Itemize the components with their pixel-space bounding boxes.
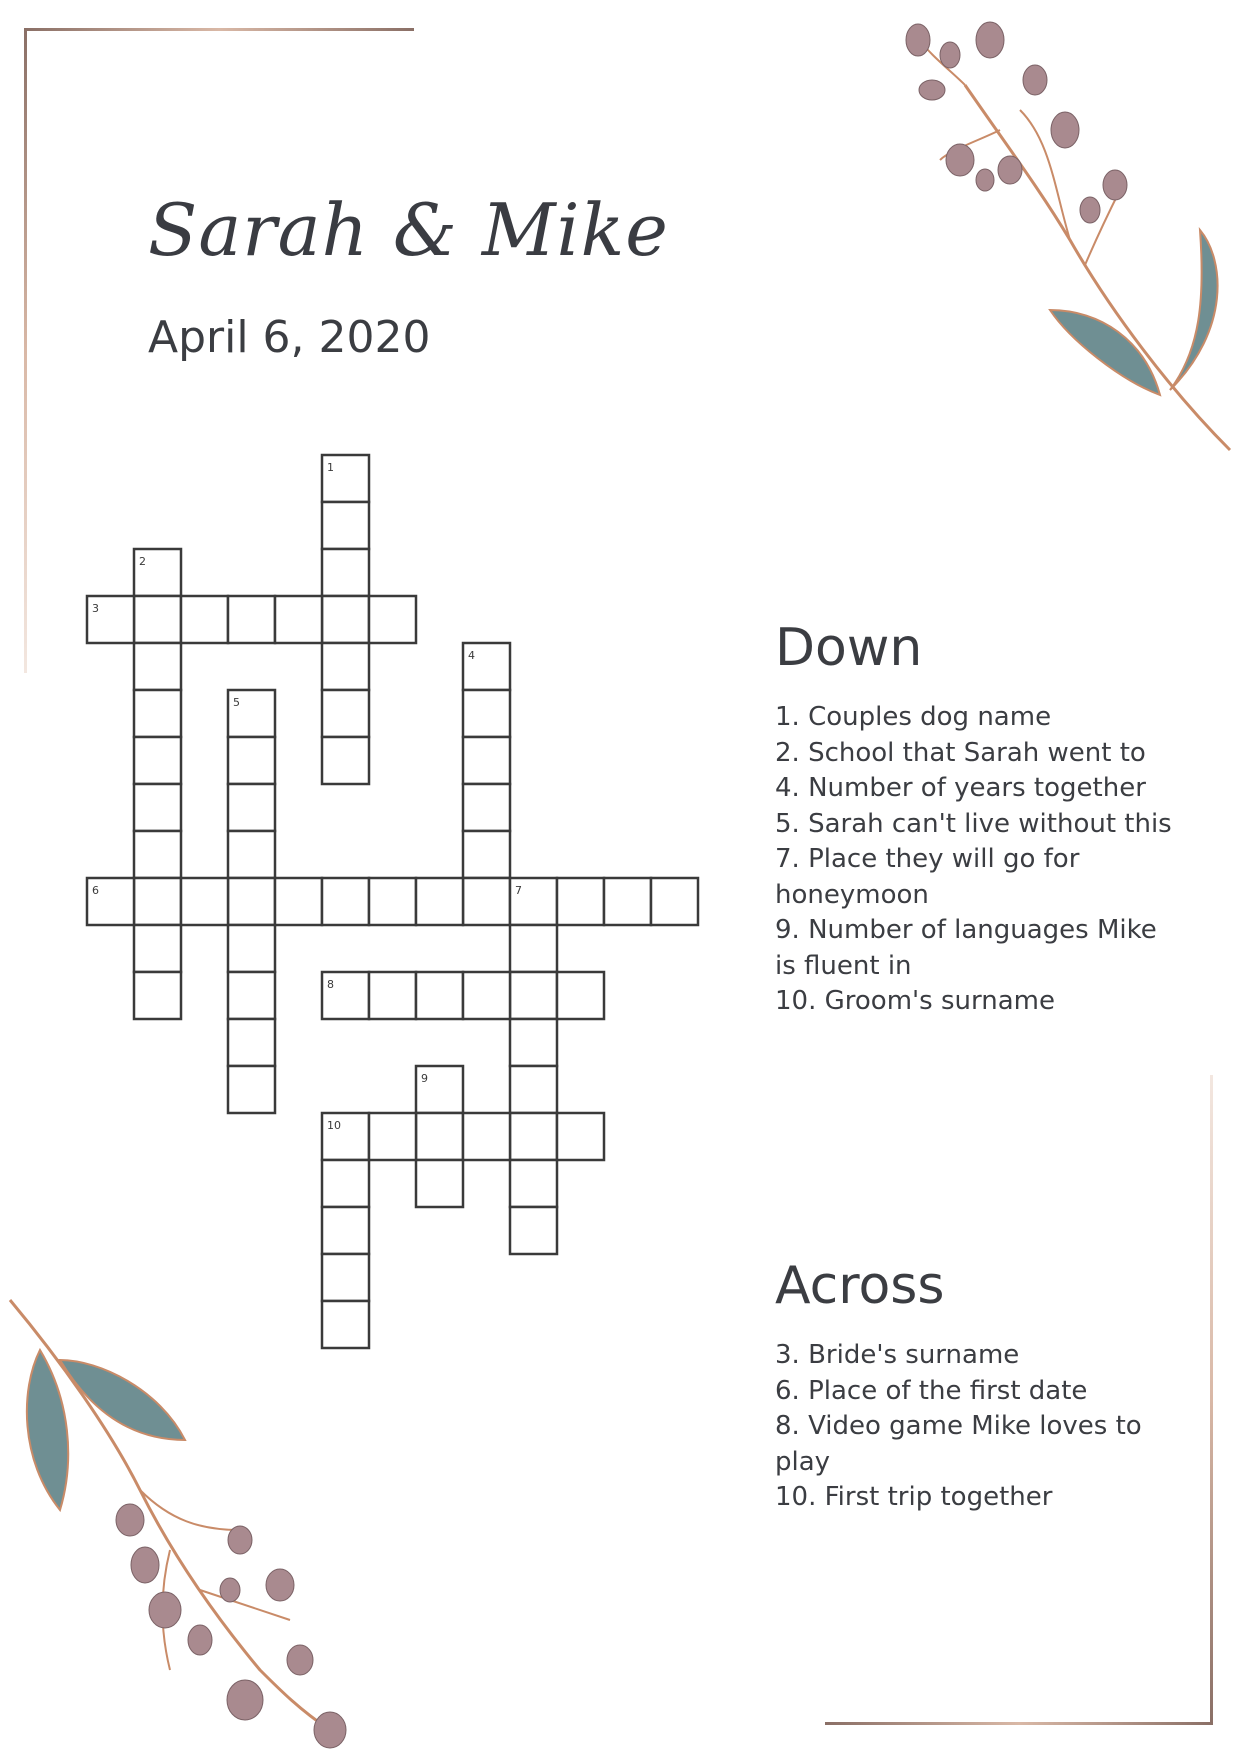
crossword-cell[interactable] [510,1019,557,1066]
crossword-cell[interactable] [416,1160,463,1207]
crossword-cell[interactable] [463,737,510,784]
crossword-cell[interactable] [463,831,510,878]
crossword-cell[interactable] [322,643,369,690]
cell-number: 1 [327,461,334,474]
across-clue: 10. First trip together [775,1482,1053,1512]
crossword-cell[interactable] [557,972,604,1019]
crossword-cell[interactable] [134,737,181,784]
crossword-cell[interactable] [369,1113,416,1160]
crossword-cell[interactable] [181,878,228,925]
crossword-cell[interactable] [322,1160,369,1207]
cell-number: 8 [327,978,334,991]
crossword-cell[interactable] [463,1113,510,1160]
crossword-cell[interactable] [510,1066,557,1113]
crossword-cell[interactable] [322,596,369,643]
crossword-cell[interactable] [416,878,463,925]
crossword-cell[interactable] [322,1207,369,1254]
crossword-cell[interactable] [463,972,510,1019]
crossword-cell[interactable] [275,878,322,925]
crossword-cell[interactable] [134,596,181,643]
crossword-cell[interactable] [369,972,416,1019]
crossword-cell[interactable] [322,1301,369,1348]
wedding-date: April 6, 2020 [148,312,431,363]
crossword-cell[interactable] [228,831,275,878]
cell-number: 2 [139,555,146,568]
crossword-cell[interactable] [510,1113,557,1160]
crossword-cell[interactable] [134,925,181,972]
crossword-cell[interactable] [228,925,275,972]
crossword-cell[interactable] [181,596,228,643]
down-clues-section [775,618,1175,1020]
crossword-cell[interactable] [228,1066,275,1113]
crossword-cell[interactable] [557,1113,604,1160]
cell-number: 6 [92,884,99,897]
crossword-cell[interactable] [604,878,651,925]
crossword-cell[interactable] [275,596,322,643]
down-clue: 1. Couples dog name [775,702,1052,732]
down-clue: 10. Groom's surname [775,986,1055,1016]
down-clue: 9. Number of languages Mike is fluent in [775,915,1157,981]
across-clue-list [775,1338,1175,1516]
crossword-cell[interactable] [228,972,275,1019]
crossword-cell[interactable] [510,1160,557,1207]
crossword-cell[interactable] [228,1019,275,1066]
crossword-cell[interactable] [463,690,510,737]
crossword-cell[interactable] [369,596,416,643]
couple-names-title: Sarah & Mike [148,188,669,272]
crossword-cell[interactable] [228,878,275,925]
cell-number: 5 [233,696,240,709]
crossword-cell[interactable] [322,690,369,737]
crossword-cell[interactable] [510,925,557,972]
across-clue: 8. Video game Mike loves to play [775,1411,1142,1477]
crossword-cell[interactable] [322,1254,369,1301]
crossword-cell[interactable] [134,878,181,925]
down-clue-list [775,700,1175,1020]
cell-number: 7 [515,884,522,897]
cell-number: 4 [468,649,475,662]
crossword-cell[interactable] [463,784,510,831]
across-clue: 3. Bride's surname [775,1340,1020,1370]
across-clues-section [775,1256,1175,1516]
crossword-cell[interactable] [322,878,369,925]
crossword-cell[interactable] [134,972,181,1019]
down-clue: 2. School that Sarah went to [775,737,1146,768]
crossword-cell[interactable] [557,878,604,925]
down-clue: 5. Sarah can't live without this [775,808,1172,839]
crossword-cell[interactable] [416,972,463,1019]
down-clue: 4. Number of years together [775,773,1146,803]
cell-number: 10 [327,1119,341,1132]
crossword-cell[interactable] [369,878,416,925]
crossword-cell[interactable] [228,596,275,643]
crossword-cell[interactable] [134,831,181,878]
down-heading: Down [775,618,923,678]
down-clue: 7. Place they will go for honeymoon [775,844,1080,910]
crossword-cell[interactable] [228,784,275,831]
crossword-cell[interactable] [510,972,557,1019]
crossword-cell[interactable] [134,643,181,690]
crossword-cell[interactable] [416,1113,463,1160]
crossword-cell[interactable] [322,737,369,784]
crossword-cell[interactable] [463,878,510,925]
across-heading: Across [775,1256,945,1316]
crossword-cell[interactable] [322,502,369,549]
crossword-cell[interactable] [651,878,698,925]
crossword-cell[interactable] [510,1207,557,1254]
crossword-cell[interactable] [134,784,181,831]
cell-number: 9 [421,1072,428,1085]
crossword-cell[interactable] [322,549,369,596]
across-clue: 6. Place of the first date [775,1375,1088,1406]
cell-number: 3 [92,602,99,615]
crossword-cell[interactable] [134,690,181,737]
crossword-cell[interactable] [228,737,275,784]
